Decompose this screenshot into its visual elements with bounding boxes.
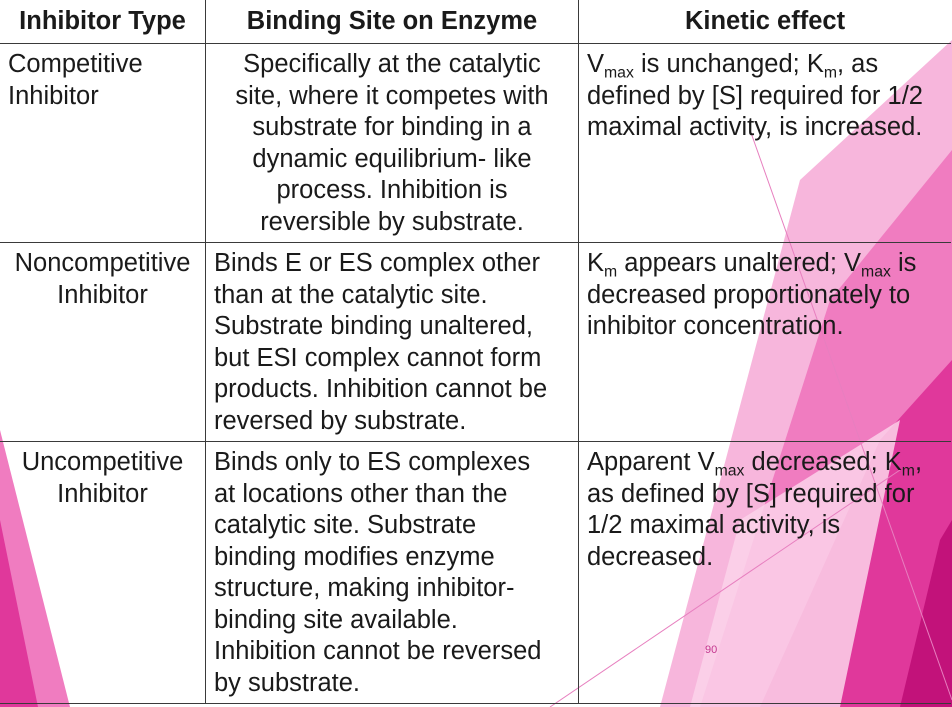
- site-line: but ESI complex cannot form: [214, 343, 542, 372]
- effect-text: is: [890, 249, 917, 277]
- effect-line: defined by [S] required for 1/2: [587, 81, 923, 110]
- effect-line: maximal activity, is increased.: [587, 113, 923, 141]
- site-line: than at the catalytic site.: [214, 280, 488, 309]
- site-line: at locations other than the: [214, 479, 508, 508]
- site-line: products. Inhibition cannot be: [214, 375, 548, 403]
- effect-line: [587, 248, 943, 280]
- effect-text: Apparent V: [587, 448, 715, 476]
- site-line: Binds E or ES complex other: [214, 249, 540, 277]
- effect-text: appears unaltered; V: [617, 249, 862, 277]
- effect-line: as defined by [S] required for: [587, 479, 915, 508]
- effect-text: decreased; K: [744, 448, 902, 476]
- site-line: Binds only to ES complexes: [214, 448, 531, 476]
- type-line: Noncompetitive: [14, 249, 191, 277]
- inhibitor-type-cell: [0, 243, 206, 442]
- site-line: structure, making inhibitor-: [214, 574, 515, 602]
- effect-line: decreased proportionately to: [587, 280, 911, 309]
- inhibitor-type-cell: [0, 44, 206, 243]
- site-line: substrate for binding in a: [252, 113, 532, 141]
- site-line: process. Inhibition is: [276, 176, 508, 204]
- inhibitor-type-cell: [0, 442, 206, 704]
- site-line: Substrate binding unaltered,: [214, 312, 533, 340]
- type-line: Inhibitor: [8, 81, 99, 110]
- effect-subscript: m: [901, 462, 915, 480]
- effect-subscript: m: [604, 263, 618, 281]
- type-line: Inhibitor: [57, 479, 148, 508]
- effect-text: is unchanged; K: [633, 50, 824, 78]
- site-line: Inhibition cannot be reversed: [214, 637, 542, 665]
- type-line: Uncompetitive: [21, 448, 184, 476]
- site-line: site, where it competes with: [235, 81, 549, 110]
- effect-text: ,: [914, 448, 923, 476]
- table-row-uncompetitive: [0, 442, 951, 704]
- kinetic-effect-cell: [579, 442, 952, 704]
- effect-line: [587, 49, 943, 81]
- effect-text: K: [587, 249, 605, 277]
- table-header-row: [0, 0, 951, 44]
- header-inhibitor-type: Inhibitor Type: [0, 0, 206, 44]
- header-kinetic-effect: Kinetic effect: [579, 0, 952, 44]
- table-row-noncompetitive: [0, 243, 951, 442]
- site-line: Specifically at the catalytic: [243, 50, 541, 78]
- site-line: by substrate.: [214, 668, 360, 697]
- binding-site-cell: [206, 442, 579, 704]
- effect-text: V: [587, 50, 605, 78]
- table-row-competitive: [0, 44, 951, 243]
- effect-text: , as: [837, 50, 879, 78]
- site-line: dynamic equilibrium- like: [252, 144, 532, 173]
- effect-subscript: m: [823, 64, 837, 82]
- site-line: binding site available.: [214, 605, 458, 634]
- site-line: reversible by substrate.: [260, 207, 524, 236]
- effect-line: decreased.: [587, 542, 714, 571]
- site-line: binding modifies enzyme: [214, 542, 495, 571]
- binding-site-cell: [206, 243, 579, 442]
- effect-subscript: max: [714, 462, 745, 480]
- header-binding-site: Binding Site on Enzyme: [206, 0, 579, 44]
- effect-subscript: max: [861, 263, 891, 281]
- kinetic-effect-cell: [579, 44, 952, 243]
- binding-site-cell: [206, 44, 579, 243]
- page-number: 90: [705, 644, 718, 656]
- effect-subscript: max: [604, 64, 634, 82]
- effect-line: inhibitor concentration.: [587, 312, 844, 340]
- kinetic-effect-cell: [579, 243, 952, 442]
- type-line: Inhibitor: [57, 280, 148, 309]
- site-line: reversed by substrate.: [214, 406, 467, 435]
- effect-line: 1/2 maximal activity, is: [587, 511, 841, 539]
- effect-line: [587, 447, 943, 479]
- type-line: Competitive: [8, 50, 143, 78]
- site-line: catalytic site. Substrate: [214, 511, 477, 539]
